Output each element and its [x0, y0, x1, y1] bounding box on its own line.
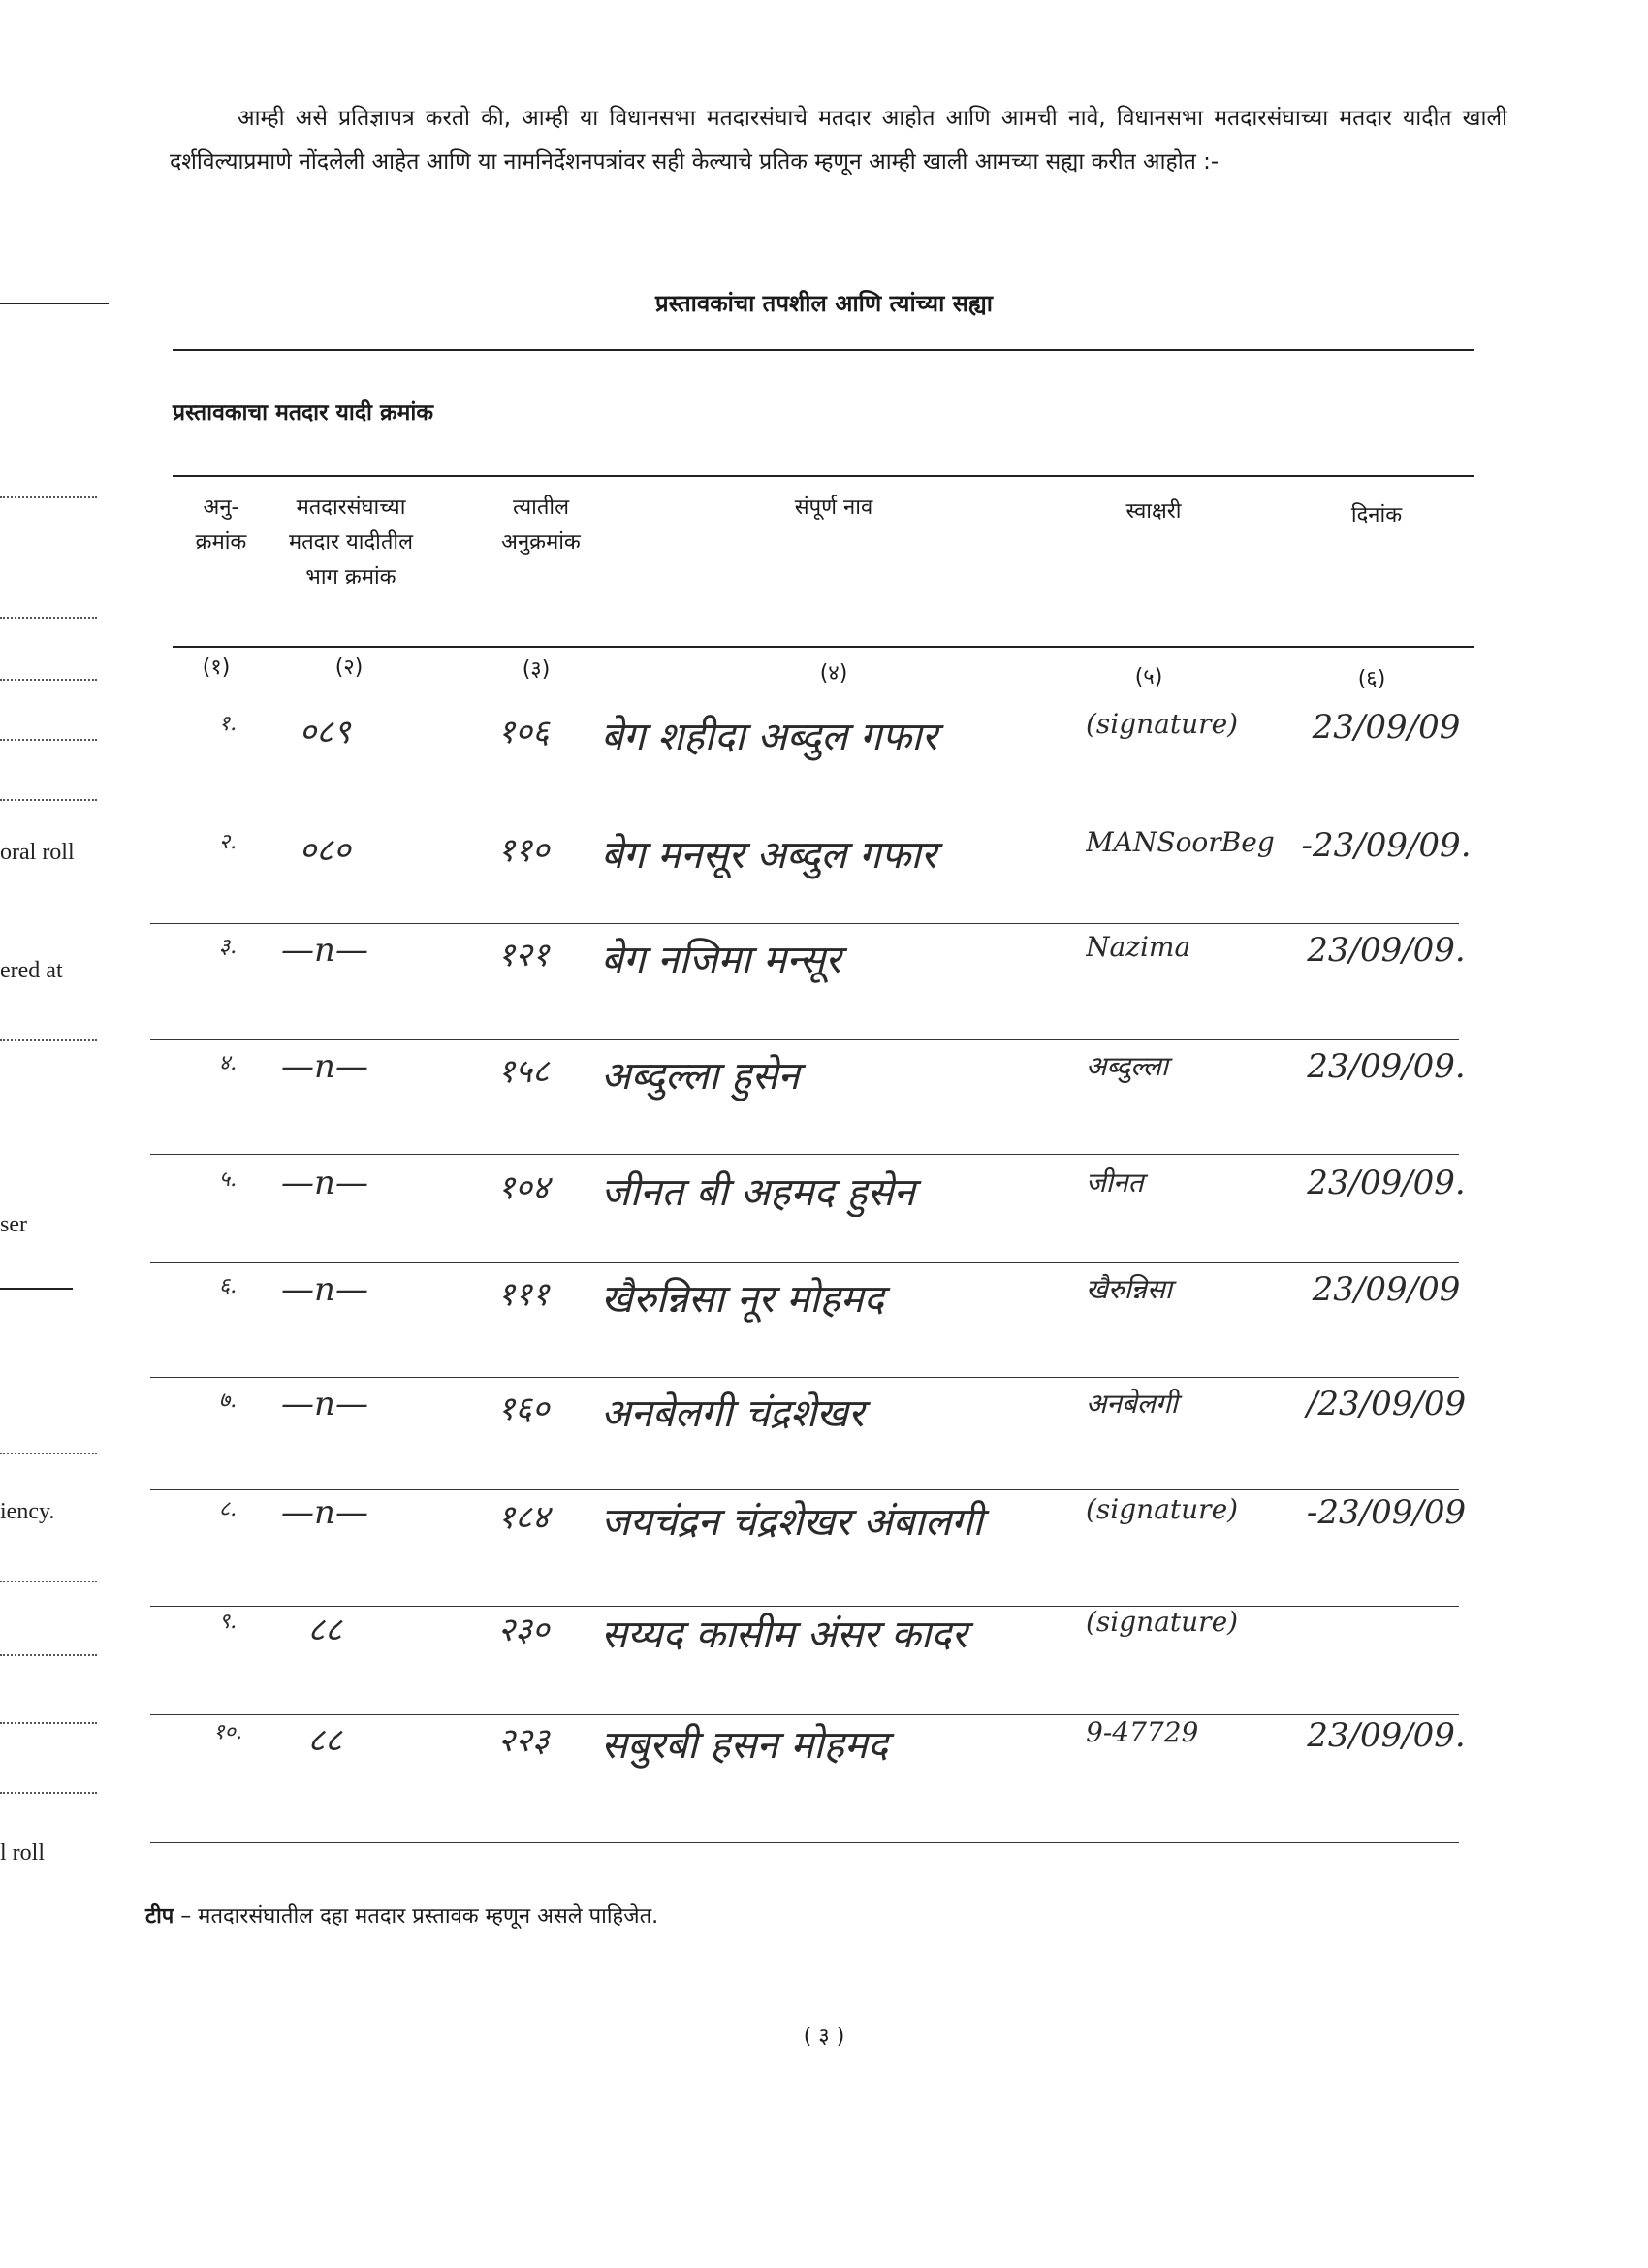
date-cell: 23/09/09.: [1307, 931, 1466, 970]
date-cell: -23/09/09.: [1301, 826, 1472, 865]
sr-cell: ३.: [218, 935, 238, 959]
row-rule: [150, 923, 1459, 924]
sr-cell: ४.: [218, 1051, 238, 1075]
serial-cell: २२३: [497, 1721, 550, 1760]
part-cell: —n—: [281, 1047, 368, 1086]
row-rule: [150, 1262, 1459, 1263]
col-num-2: (२): [334, 655, 364, 680]
serial-cell: १०६: [497, 713, 550, 751]
part-cell: —n—: [281, 1493, 368, 1532]
margin-fragment: ered at: [0, 958, 63, 983]
serial-cell: १५८: [497, 1052, 550, 1091]
name-cell: सय्यद कासीम अंसर कादर: [601, 1613, 967, 1657]
margin-dots: [0, 679, 97, 681]
name-cell: बेग मनसूर अब्दुल गफार: [601, 833, 937, 878]
sr-cell: ६.: [218, 1274, 238, 1298]
row-rule: [150, 1842, 1459, 1843]
margin-dots: [0, 1453, 97, 1454]
row-rule: [150, 1154, 1459, 1155]
note-label: टीप: [145, 1904, 174, 1929]
row-rule: [150, 1377, 1459, 1378]
section-title: प्रस्तावकांचा तपशील आणि त्यांच्या सह्या: [654, 290, 994, 317]
footnote: [145, 1901, 658, 1930]
part-cell: —n—: [281, 931, 368, 970]
sr-cell: ७.: [218, 1389, 238, 1413]
name-cell: जीनत बी अहमद हुसेन: [601, 1170, 915, 1215]
name-cell: बेग नजिमा मन्सूर: [601, 938, 841, 982]
sr-cell: ८.: [218, 1497, 238, 1521]
margin-dots: [0, 617, 97, 619]
part-cell: ०८९: [299, 713, 351, 751]
subheading: प्रस्तावकाचा मतदार यादी क्रमांक: [173, 400, 434, 426]
col-header-serial: त्यातील अनुक्रमांक: [501, 495, 581, 555]
part-cell: ८८: [307, 1721, 342, 1760]
date-cell: 23/09/09: [1312, 1270, 1461, 1309]
margin-fragment: iency.: [0, 1499, 55, 1524]
col-num-3: (३): [522, 657, 551, 682]
name-cell: बेग शहीदा अब्दुल गफार: [601, 715, 937, 759]
part-cell: —n—: [281, 1385, 368, 1423]
col-header-date: दिनांक: [1350, 503, 1403, 527]
serial-cell: १८४: [497, 1498, 550, 1537]
name-cell: अनबेलगी चंद्रशेखर: [601, 1391, 865, 1436]
col-header-name: संपूर्ण नाव: [794, 495, 873, 520]
date-cell: 23/09/09: [1312, 708, 1461, 747]
name-cell: अब्दुल्ला हुसेन: [601, 1054, 800, 1099]
col-header-part: मतदारसंघाच्या मतदार यादीतील भाग क्रमांक: [288, 495, 414, 590]
date-cell: -23/09/09: [1306, 1493, 1467, 1532]
col-header-signature: स्वाक्षरी: [1125, 499, 1182, 524]
date-cell: 23/09/09.: [1307, 1164, 1466, 1202]
part-cell: —n—: [281, 1270, 368, 1309]
date-cell: 23/09/09.: [1307, 1047, 1466, 1086]
part-cell: —n—: [281, 1164, 368, 1202]
margin-fragment: l roll: [0, 1840, 45, 1866]
signature-cell: (signature): [1086, 708, 1239, 740]
name-cell: जयचंद्रन चंद्रशेखर अंबालगी: [601, 1500, 983, 1545]
serial-cell: २३०: [497, 1611, 550, 1649]
signature-cell: खैरुन्निसा: [1086, 1273, 1173, 1305]
col-num-1: (१): [202, 655, 231, 680]
serial-cell: १२१: [497, 936, 550, 974]
margin-dots: [0, 739, 97, 741]
col-num-6: (६): [1357, 667, 1386, 691]
serial-cell: १११: [497, 1275, 550, 1314]
declaration-text: [170, 97, 1507, 184]
signature-cell: 9-47729: [1086, 1716, 1199, 1748]
name-cell: खैरुन्निसा नूर मोहमद: [601, 1277, 884, 1322]
sr-cell: ५.: [218, 1167, 238, 1192]
margin-dots: [0, 496, 97, 498]
title-rule: [173, 349, 1474, 351]
margin-dots: [0, 1654, 97, 1656]
margin-dots: [0, 1039, 97, 1041]
note-text: – मतदारसंघातील दहा मतदार प्रस्तावक म्हणून असले पाहिजेत.: [180, 1904, 659, 1929]
serial-cell: १६०: [497, 1390, 550, 1428]
serial-cell: ११०: [497, 831, 550, 870]
date-cell: 23/09/09.: [1307, 1716, 1466, 1755]
signature-cell: अनबेलगी: [1086, 1388, 1178, 1420]
part-cell: ८८: [307, 1611, 342, 1649]
signature-cell: (signature): [1086, 1606, 1239, 1638]
margin-fragment: ser: [0, 1212, 27, 1237]
header-bottom-rule: [173, 646, 1474, 648]
sr-cell: २.: [218, 830, 238, 854]
margin-dots: [0, 1792, 97, 1794]
serial-cell: १०४: [497, 1168, 550, 1207]
signature-cell: Nazima: [1086, 931, 1191, 963]
margin-dots: [0, 1722, 97, 1724]
signature-cell: MANSoorBeg: [1086, 826, 1275, 858]
sr-cell: १.: [218, 712, 238, 736]
signature-cell: अब्दुल्ला: [1086, 1050, 1168, 1082]
page-number: ( ३ ): [803, 2025, 845, 2049]
signature-cell: जीनत: [1086, 1166, 1144, 1198]
date-cell: /23/09/09: [1306, 1385, 1467, 1423]
col-num-4: (४): [819, 661, 848, 686]
margin-dots: [0, 1581, 97, 1582]
row-rule: [150, 1489, 1459, 1490]
row-rule: [150, 1039, 1459, 1040]
row-rule: [150, 1714, 1459, 1715]
signature-cell: (signature): [1086, 1493, 1239, 1525]
sr-cell: १०.: [213, 1720, 242, 1744]
margin-dots: [0, 799, 97, 801]
part-cell: ०८०: [299, 831, 351, 870]
sr-cell: ९.: [218, 1610, 238, 1634]
name-cell: सबुरबी हसन मोहमद: [601, 1723, 889, 1768]
declaration-paragraph: आम्ही असे प्रतिज्ञापत्र करतो की, आम्ही या विधानसभा मतदारसंघाचे मतदार आहोत आणि आमची नावे, विधानसभा मतदारसंघाच्या मतदार यादीत खाली दर्शविल्याप्रमाणे नोंदलेली आहेत आणि या नामनिर्देशनपत्रांवर सही केल्याचे प्रतिक म्हणून आम्ही खाली आमच्या सह्या करीत आहोत :-: [170, 106, 1507, 175]
margin-rule: [0, 1288, 73, 1290]
margin-fragment: oral roll: [0, 840, 75, 865]
col-num-5: (५): [1134, 665, 1163, 689]
header-top-rule: [173, 475, 1474, 477]
col-header-sr: अनु- क्रमांक: [195, 495, 247, 555]
